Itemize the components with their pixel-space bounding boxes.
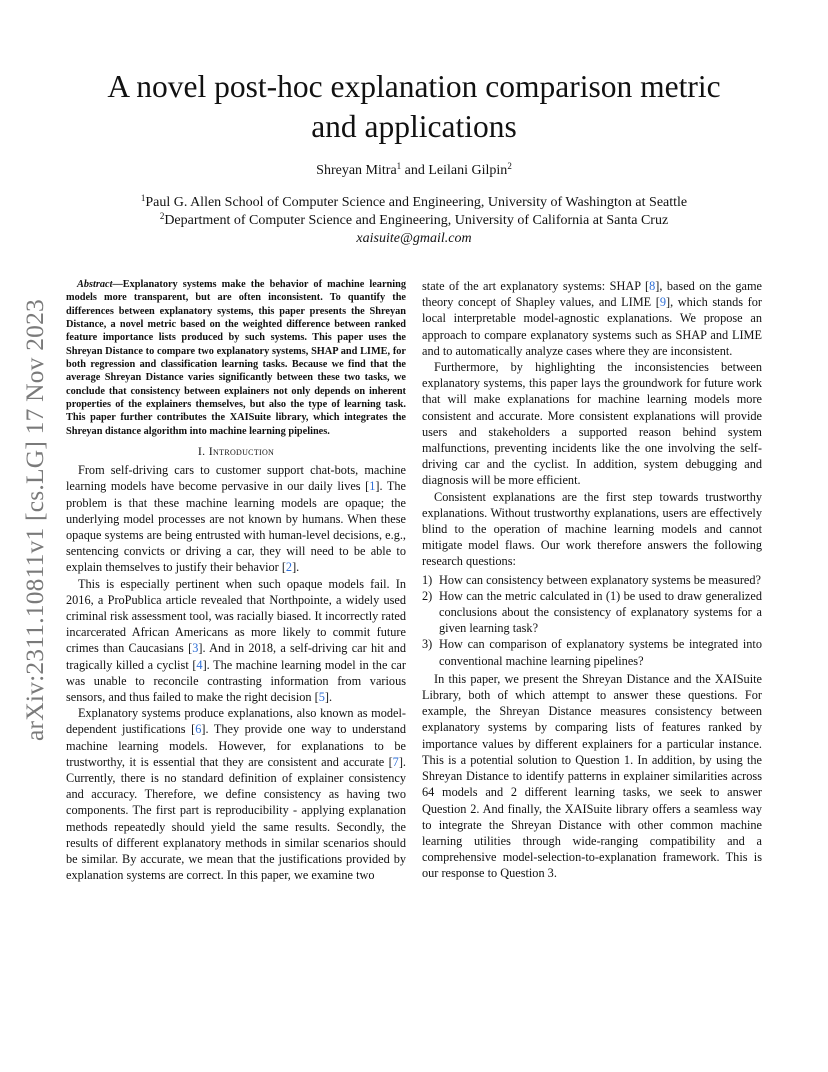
affiliation-1-mark: 1: [140, 193, 146, 203]
list-item-text: How can consistency between explanatory systems be measured?: [439, 572, 762, 587]
citation-link[interactable]: 2: [285, 560, 293, 575]
list-item: [422, 572, 762, 588]
list-item-number: 1): [422, 572, 433, 587]
arxiv-stamp: [20, 282, 50, 757]
intro-paragraph-4: Furthermore, by highlighting the inconsistencies between explanatory systems, this paper lays the groundwork for future work that will make explanations for machine learning models more consistent and accurate. More consistent explanations will provide users and stakeholders a supported reason behind system malfunctions, preventing incidents like the one involving the self-driving car and the cyclist. In addition, system debugging and diagnosis will be more efficient.: [422, 360, 762, 488]
affiliation-2: [60, 212, 768, 230]
affiliation-2-mark: 2: [159, 211, 165, 221]
citation-link[interactable]: 1: [369, 479, 376, 494]
list-item-text: How can the metric calculated in (1) be used to draw generalized conclusions about the consistency of explanatory systems for a given learning task?: [439, 588, 762, 636]
citation-link[interactable]: 5: [318, 689, 325, 704]
research-questions-list: [422, 572, 762, 669]
contact-email: xaisuite@gmail.com: [356, 231, 472, 246]
author-2-affil-mark: 2: [507, 161, 512, 171]
author-separator: and: [401, 163, 429, 178]
list-item: [422, 588, 762, 637]
author-1-affil-mark: 1: [396, 161, 402, 171]
list-item: [422, 636, 762, 668]
abstract-text: —Explanatory systems make the behavior of machine learning models more transparent, but are often inconsistent. To quantify the differences between explanatory systems, this paper presents the Shreyan Distance, a novel metric based on the weighted difference between ranked feature importance lists produced by such systems. This paper uses the Shreyan Distance to compare two explanatory systems, SHAP and LIME, for both regression and classification learning tasks. Because we find that the average Shreyan Distance varies significantly between these two tasks, we conclude that consistency between explainers not only depends on inherent properties of the explainers themselves, but also the type of learning task. This paper further contributes the XAISuite library, which integrates the Shreyan distance algorithm into machine learning pipelines.: [66, 279, 406, 437]
citation-link[interactable]: 4: [196, 657, 203, 672]
affiliation-1-text: Paul G. Allen School of Computer Science and Engineering, University of Washington at Seattle: [145, 195, 688, 210]
list-item-number: 2): [422, 588, 433, 603]
right-column: [422, 278, 762, 882]
citation-link[interactable]: 8: [649, 279, 656, 293]
intro-paragraph-2: This is especially pertinent when such opaque models fail. In 2016, a ProPublica article revealed that Northpointe, a widely used criminal risk assessment tool, was racially biased. It incorrectly rated incarcerated African Americans as more likely to commit future crimes than Caucasians [3]. And in 2018, a self-driving car hit and tragically killed a cyclist [4]. The machine learning model in the car was unable to reconcile contrasting information from various sensors, and thus failed to make the right decision [5].: [66, 576, 406, 704]
citation-link[interactable]: 9: [659, 295, 666, 310]
author-2: Leilani Gilpin: [428, 163, 508, 178]
author-1: Shreyan Mitra: [316, 163, 397, 178]
affiliations: [60, 194, 768, 248]
list-item-number: 3): [422, 637, 433, 652]
list-item-text: How can comparison of explanatory systems be integrated into conventional machine learning pipelines?: [439, 637, 762, 668]
citation-link[interactable]: 7: [392, 754, 399, 769]
abstract: [66, 278, 406, 438]
arxiv-stamp-text: arXiv:2311.10811v1 [cs.LG] 17 Nov 2023: [20, 298, 50, 741]
intro-paragraph-6: In this paper, we present the Shreyan Distance and the XAISuite Library, both of which attempt to answer these questions. For example, the Shreyan Distance measures consistency between explanatory systems by comparing lists of features ranked by importance values by different explainers for a particular instance. This is a potential solution to Question 1. In addition, by using the Shreyan Distance to identify patterns in explainer similarities across 64 models and 2 different learning tasks, we seek to answer Question 2. And finally, the XAISuite library offers a seamless way to integrate the Shreyan Distance with other common machine learning utilities through wide-ranging compatibility and a comprehensive model-selection-to-explanation framework. This is our response to Question 3.: [422, 671, 762, 881]
author-list: [60, 162, 768, 180]
intro-paragraph-3-continued: state of the art explanatory systems: SHAP [8], based on the game theory concept of Shapley values, and LIME [9], which stands for local interpretable model-agnostic explanations. We propose an approach to compare explanatory systems such as SHAP and LIME and to automatically analyze cases where they are inconsistent.: [422, 279, 762, 358]
paper-title: [60, 67, 768, 147]
intro-paragraph-5: Consistent explanations are the first step towards trustworthy explanations. Without trustworthy explanations, users are effectively blind to the operation of machine learning models and cannot mitigate model flaws. Our work therefore answers the following research questions:: [422, 489, 762, 569]
abstract-label: Abstract: [77, 279, 113, 290]
title-line-2: and applications: [311, 109, 517, 144]
affiliation-1: [60, 194, 768, 212]
intro-paragraph-1: From self-driving cars to customer support chat-bots, machine learning models have become pervasive in our daily lives [1]. The problem is that these machine learning models are opaque; the underlying model processes are not known by humans. When these opaque systems are being entrusted with human-level decisions, e.g., sentencing convicts or driving a car, they will need to be able to explain themselves to justify their behavior [2].: [66, 463, 406, 575]
intro-paragraph-3: Explanatory systems produce explanations, also known as model-dependent justifications [6]. They provide one way to understand machine learning models. However, for explanations to be trustworthy, it is essential that they are consistent and accurate [7]. Currently, there is no standard definition of explainer consistency and accuracy. Therefore, we define consistency as having two components. The first part is reproducibility - applying explanation methods repeatedly should yield the same results. Secondly, the results of different explanatory methods in similar scenarios should be similar. By accurate, we mean that the justifications provided by explanation systems are correct. In this paper, we examine two: [66, 706, 407, 883]
left-column: [66, 278, 406, 883]
section-heading-introduction: I. Introduction: [197, 444, 275, 459]
citation-link[interactable]: 6: [195, 722, 202, 737]
title-line-1: A novel post-hoc explanation comparison metric: [107, 69, 721, 104]
affiliation-2-text: Department of Computer Science and Engineering, University of California at Santa Cruz: [164, 213, 669, 228]
citation-link[interactable]: 3: [192, 641, 199, 656]
